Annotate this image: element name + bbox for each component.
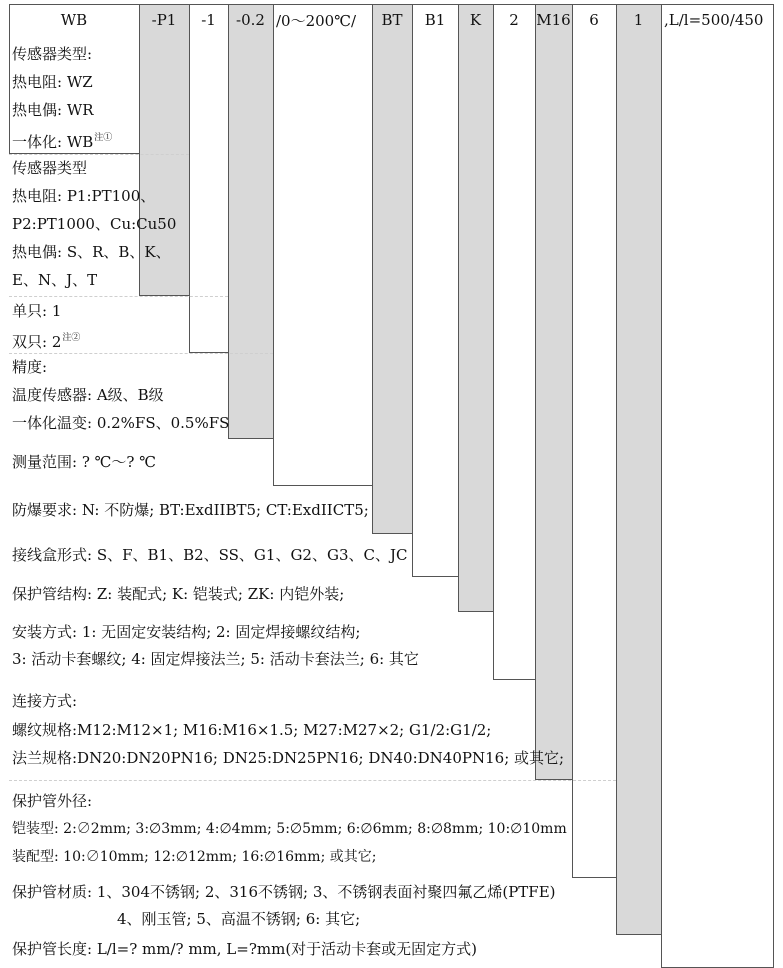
column-explosion: [372, 4, 412, 534]
column-connection: [535, 4, 572, 780]
header-cell-length: ,L/l=500/450: [664, 11, 764, 29]
section-connection: [9, 680, 572, 780]
header-cell-connection: M16: [536, 11, 571, 29]
section-line: 保护管结构: Z: 装配式; K: 铠装式; ZK: 内铠外装;: [12, 585, 345, 603]
section-line: 单只: 1: [12, 302, 62, 320]
section-count: [9, 296, 228, 353]
header-cell-wb: WB: [60, 11, 88, 29]
section-install: [9, 612, 535, 680]
header-cell-tube-structure: K: [469, 11, 482, 29]
header-cell-junction-box: B1: [424, 11, 446, 29]
section-diameter: [9, 780, 616, 878]
column-material: [616, 4, 661, 935]
section-line: [12, 124, 112, 152]
section-tube-structure: [9, 577, 493, 612]
section-sensor-detail: [9, 154, 189, 296]
section-line: 热电偶: S、R、B、K、: [12, 243, 171, 261]
section-line: 热电阻: P1:PT100、: [12, 187, 156, 205]
section-sensor-type: [9, 38, 139, 154]
section-line: 一体化温变: 0.2%FS、0.5%FS: [12, 414, 230, 432]
section-line: 法兰规格:DN20:DN20PN16; DN25:DN25PN16; DN40:DN40PN16; 或其它;: [12, 749, 565, 767]
column-tube-structure: [458, 4, 493, 612]
section-line: 传感器类型: [12, 159, 88, 177]
section-line: 保护管材质: 1、304不锈钢; 2、316不锈钢; 3、不锈钢表面衬聚四氟乙烯(PTFE): [12, 883, 556, 901]
section-line: 保护管外径:: [12, 792, 93, 810]
section-line: 保护管长度: L/l=? mm/? mm, L=?mm(对于活动卡套或无固定方式): [12, 940, 478, 958]
section-line: 螺纹规格:M12:M12×1; M16:M16×1.5; M27:M27×2; G1/2:G1/2;: [12, 721, 492, 739]
section-line: 测量范围: ? ℃～? ℃: [12, 453, 157, 471]
section-line: [12, 324, 80, 352]
section-line: 传感器类型:: [12, 45, 93, 63]
section-material: [9, 878, 661, 935]
section-divider: [9, 353, 273, 354]
section-line: E、N、J、T: [12, 271, 98, 289]
column-install: [493, 4, 535, 680]
footnote-marker-1: 注①: [94, 133, 113, 143]
section-line: P2:PT1000、Cu:Cu50: [12, 215, 177, 233]
section-line: 温度传感器: A级、B级: [12, 386, 164, 404]
section-line: 热电阻: WZ: [12, 73, 93, 91]
section-junction-box: [9, 534, 458, 577]
header-cell-p1: -P1: [151, 11, 177, 29]
header-cell-range: /0～200℃/: [276, 11, 357, 30]
section-line: 防爆要求: N: 不防爆; BT:ExdIIBT5; CT:ExdIICT5;: [12, 501, 369, 519]
column-diameter: [572, 4, 616, 878]
section-line: 安装方式: 1: 无固定安装结构; 2: 固定焊接螺纹结构;: [12, 623, 361, 641]
header-cell-diameter: 6: [589, 11, 599, 29]
header-cell-count: -1: [201, 11, 216, 29]
header-cell-accuracy: -0.2: [236, 11, 265, 29]
section-line: 热电偶: WR: [12, 101, 94, 119]
section-line: 精度:: [12, 358, 48, 376]
header-cell-material: 1: [633, 11, 644, 29]
section-divider: [9, 780, 616, 781]
section-line-text: 双只: 2: [12, 333, 62, 351]
footnote-marker-2: 注②: [62, 333, 81, 343]
header-cell-explosion: BT: [381, 11, 403, 29]
section-explosion: [9, 486, 412, 534]
section-range: [9, 439, 372, 486]
section-line: 4、刚玉管; 5、高温不锈钢; 6: 其它;: [117, 910, 361, 928]
column-length: [661, 4, 774, 968]
section-line: 接线盒形式: S、F、B1、B2、SS、G1、G2、G3、C、JC: [12, 546, 408, 564]
section-line-text: 一体化: WB: [12, 133, 94, 151]
section-line: 装配型: 10:∅10mm; 12:∅12mm; 16:∅16mm; 或其它;: [12, 849, 377, 865]
section-line: 连接方式:: [12, 692, 78, 710]
section-line: 3: 活动卡套螺纹; 4: 固定焊接法兰; 5: 活动卡套法兰; 6: 其它: [12, 650, 419, 668]
section-line: 铠装型: 2:∅2mm; 3:∅3mm; 4:∅4mm; 5:∅5mm; 6:∅6mm; 8:∅8mm; 10:∅10mm: [12, 821, 567, 837]
column-junction-box: [412, 4, 458, 577]
section-length: [9, 935, 774, 965]
column-range: [273, 4, 372, 486]
header-cell-install: 2: [509, 11, 519, 29]
section-accuracy: [9, 353, 273, 439]
